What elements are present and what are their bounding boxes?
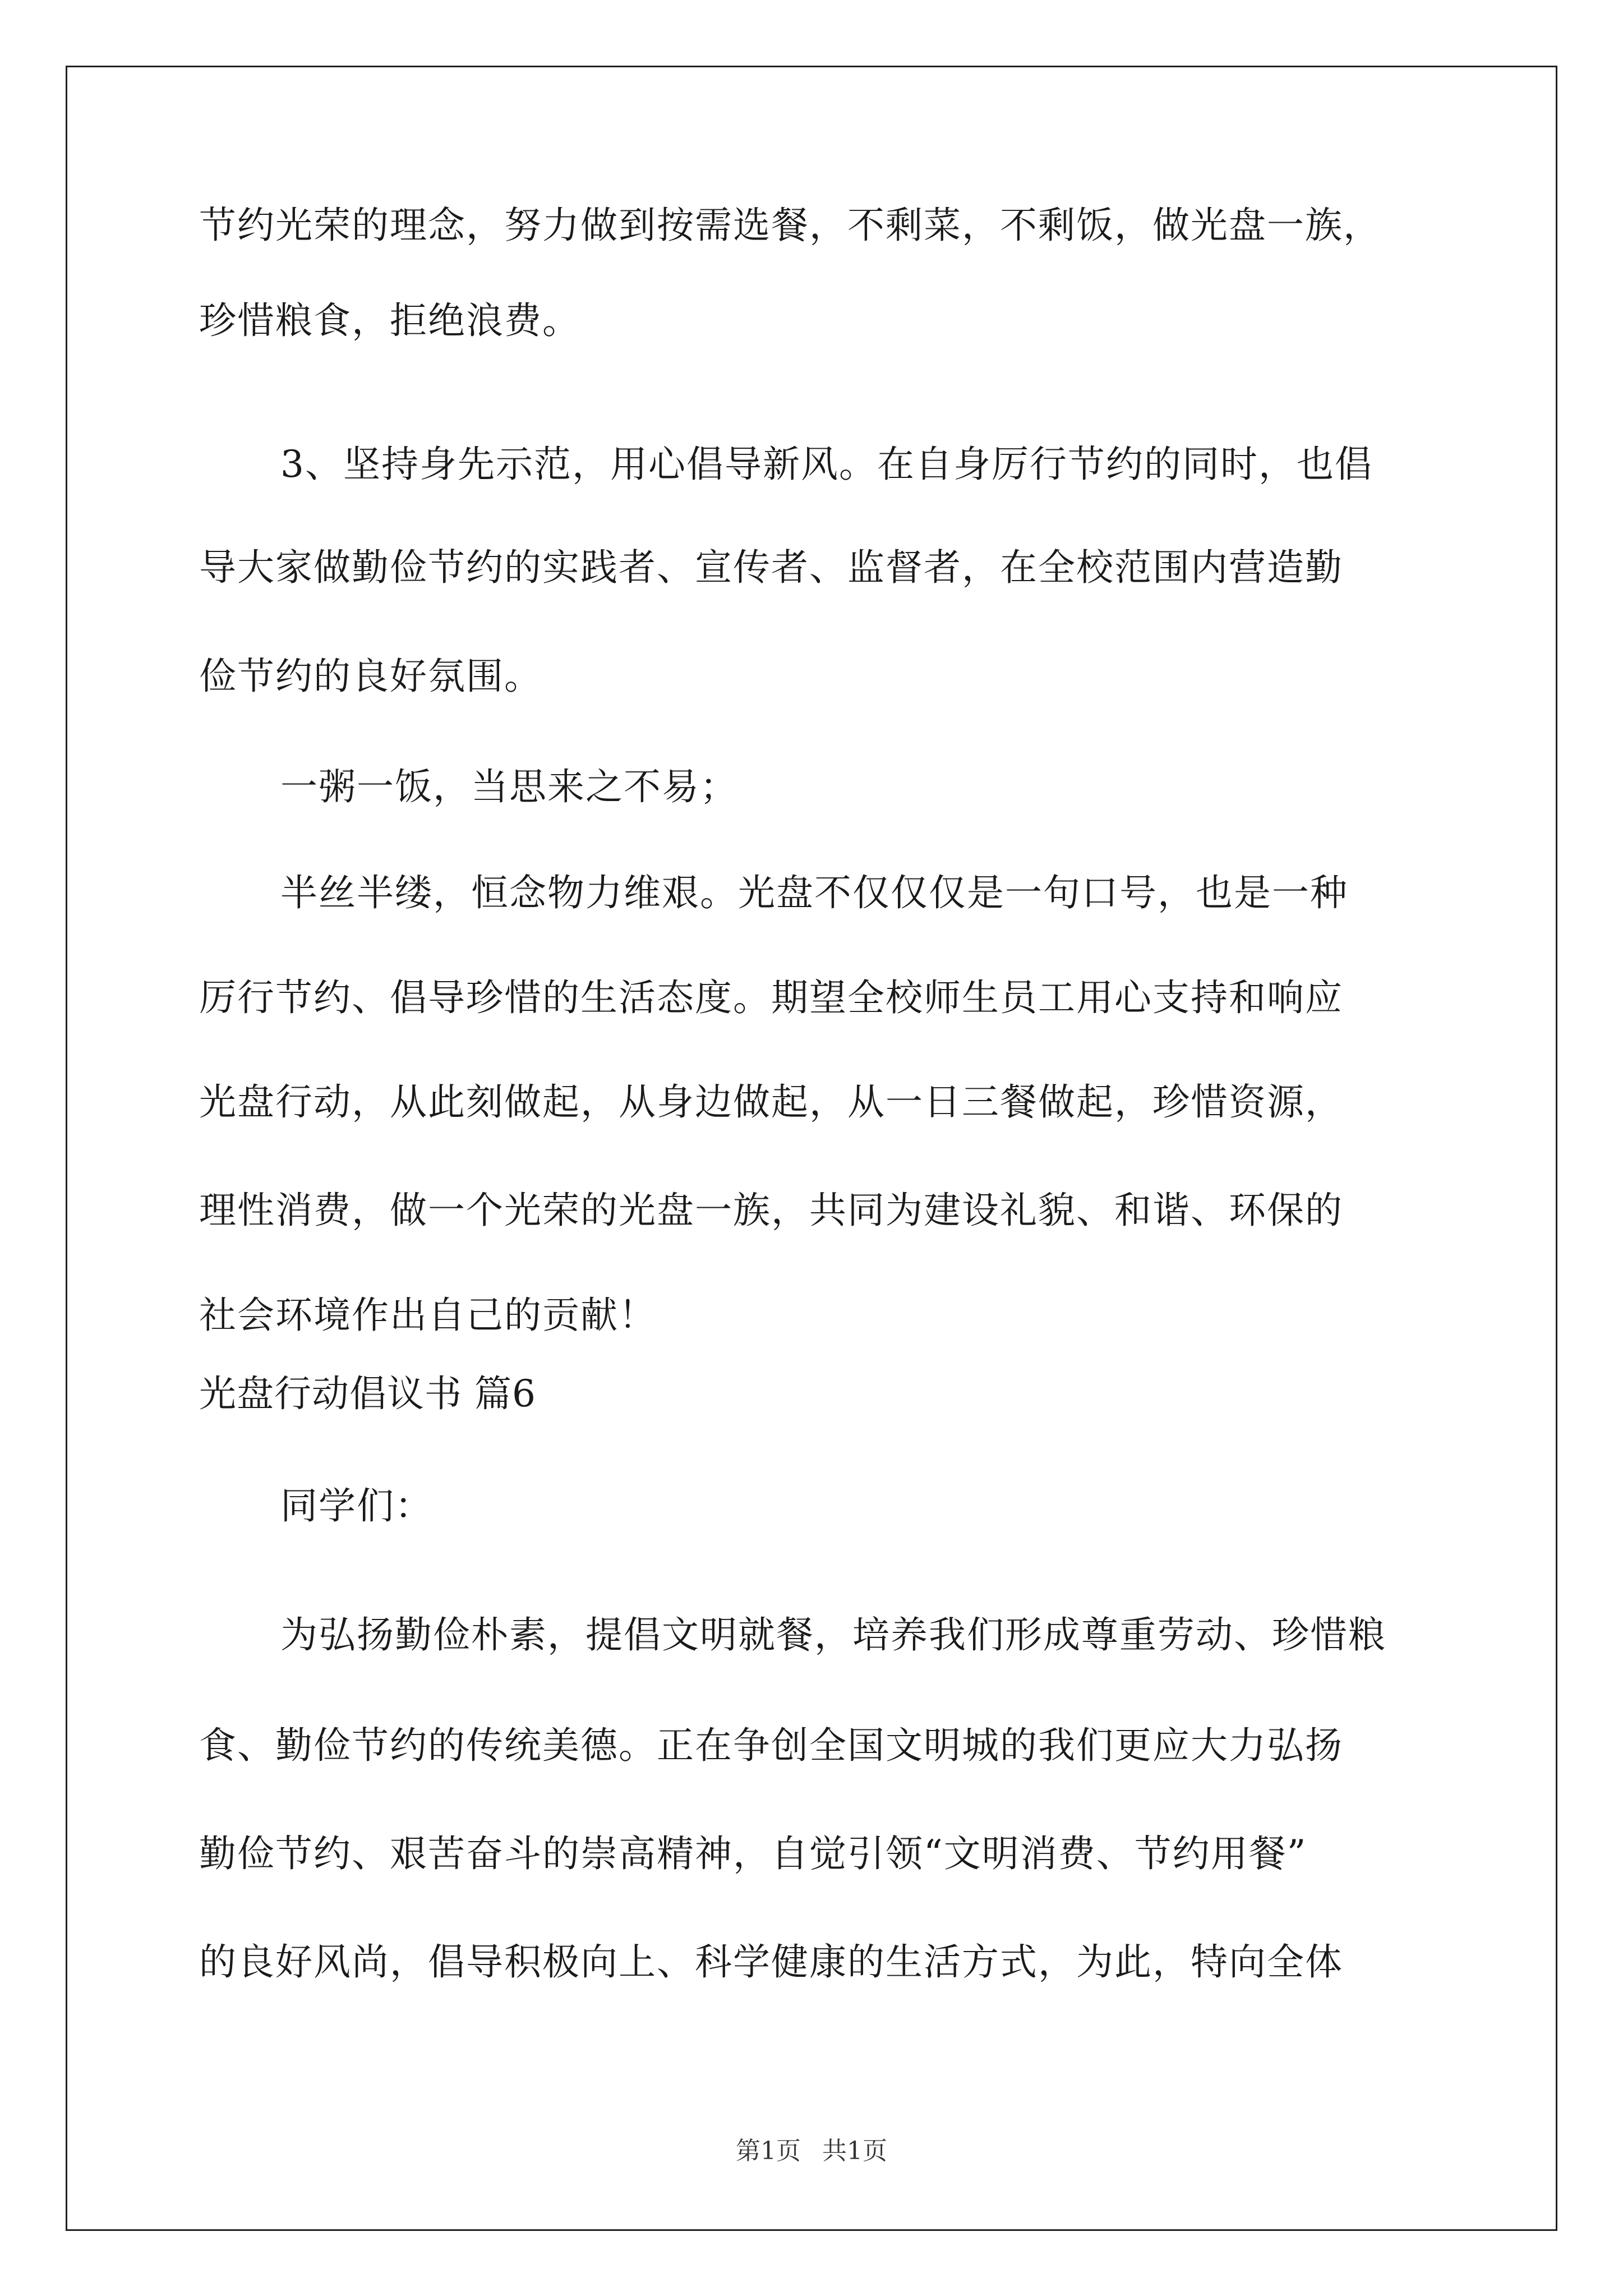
body-line-5: 俭节约的良好氛围。	[199, 655, 542, 698]
page-footer	[0, 2134, 1623, 2168]
body-line-1: 节约光荣的理念，努力做到按需选餐，不剩菜，不剩饭，做光盘一族，	[199, 204, 1381, 247]
body-line-8: 厉行节约、倡导珍惜的生活态度。期望全校师生员工用心支持和响应	[199, 976, 1343, 1019]
body-line-9: 光盘行动，从此刻做起，从身边做起，从一日三餐做起，珍惜资源，	[199, 1080, 1343, 1124]
salutation: 同学们：	[280, 1484, 433, 1527]
body-line-12: 为弘扬勤俭朴素，提倡文明就餐，培养我们形成尊重劳动、珍惜粮	[280, 1613, 1386, 1657]
body-line-11: 社会环境作出自己的贡献！	[199, 1294, 657, 1337]
body-line-4: 导大家做勤俭节约的实践者、宣传者、监督者，在全校范围内营造勤	[199, 546, 1343, 589]
page-border	[66, 66, 1557, 2231]
section-heading: 光盘行动倡议书 篇6	[199, 1372, 536, 1415]
page-number: 第1页	[736, 2137, 801, 2165]
body-line-3: 3、坚持身先示范，用心倡导新风。在自身厉行节约的同时，也倡	[280, 443, 1373, 486]
body-line-14: 勤俭节约、艰苦奋斗的崇高精神，自觉引领“文明消费、节约用餐”	[199, 1832, 1307, 1875]
page-total: 共1页	[822, 2137, 887, 2165]
body-line-10: 理性消费，做一个光荣的光盘一族，共同为建设礼貌、和谐、环保的	[199, 1189, 1343, 1232]
body-line-7: 半丝半缕，恒念物力维艰。光盘不仅仅仅是一句口号，也是一种	[280, 871, 1348, 914]
body-line-6: 一粥一饭，当思来之不易；	[280, 765, 738, 808]
body-line-13: 食、勤俭节约的传统美德。正在争创全国文明城的我们更应大力弘扬	[199, 1724, 1343, 1767]
body-line-2: 珍惜粮食，拒绝浪费。	[199, 299, 580, 342]
body-line-15: 的良好风尚，倡导积极向上、科学健康的生活方式，为此，特向全体	[199, 1940, 1343, 1984]
